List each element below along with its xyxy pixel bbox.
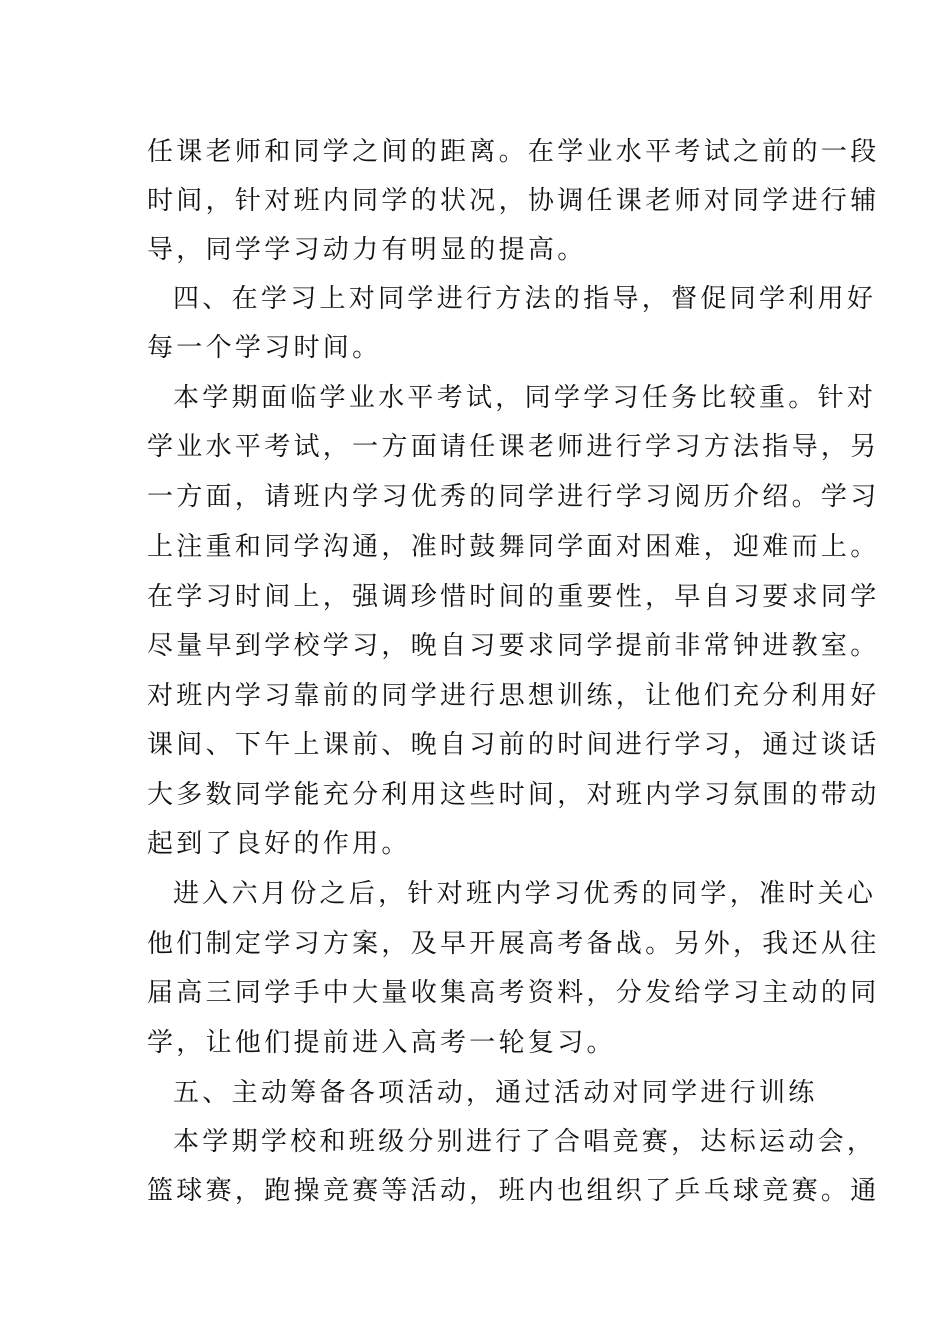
paragraph-start: 进入六月份之后，针对班内学习优秀的同学，准时关心 <box>173 879 877 909</box>
text-line: 任课老师和同学之间的距离。在学业水平考试之前的一段 <box>147 137 880 167</box>
text-line: 每一个学习时间。 <box>147 333 382 363</box>
text-line: 届高三同学手中大量收集高考资料，分发给学习主动的同 <box>147 978 880 1008</box>
text-line: 学，让他们提前进入高考一轮复习。 <box>147 1028 616 1058</box>
text-line: 在学习时间上，强调珍惜时间的重要性，早自习要求同学 <box>147 582 880 612</box>
text-line: 课间、下午上课前、晚自习前的时间进行学习，通过谈话 <box>147 730 880 760</box>
text-line: 时间，针对班内同学的状况，协调任课老师对同学进行辅 <box>147 186 880 216</box>
text-line: 起到了良好的作用。 <box>147 829 411 859</box>
text-line: 学业水平考试，一方面请任课老师进行学习方法指导，另 <box>147 432 880 462</box>
paragraph-start: 本学期学校和班级分别进行了合唱竞赛，达标运动会， <box>173 1127 877 1157</box>
text-line: 一方面，请班内学习优秀的同学进行学习阅历介绍。学习 <box>147 482 880 512</box>
text-line: 对班内学习靠前的同学进行思想训练，让他们充分利用好 <box>147 681 880 711</box>
text-line: 尽量早到学校学习，晚自习要求同学提前非常钟进教室。 <box>147 631 880 661</box>
text-line: 导，同学学习动力有明显的提高。 <box>147 235 587 265</box>
section-heading: 四、在学习上对同学进行方法的指导，督促同学利用好 <box>173 284 877 314</box>
text-line: 上注重和同学沟通，准时鼓舞同学面对困难，迎难而上。 <box>147 532 880 562</box>
text-line: 篮球赛，跑操竞赛等活动，班内也组织了乒乓球竞赛。通 <box>147 1176 880 1206</box>
text-line: 大多数同学能充分利用这些时间，对班内学习氛围的带动 <box>147 780 880 810</box>
paragraph-start: 本学期面临学业水平考试，同学学习任务比较重。针对 <box>173 383 877 413</box>
section-heading: 五、主动筹备各项活动，通过活动对同学进行训练 <box>173 1078 818 1108</box>
text-line: 他们制定学习方案，及早开展高考备战。另外，我还从往 <box>147 929 880 959</box>
